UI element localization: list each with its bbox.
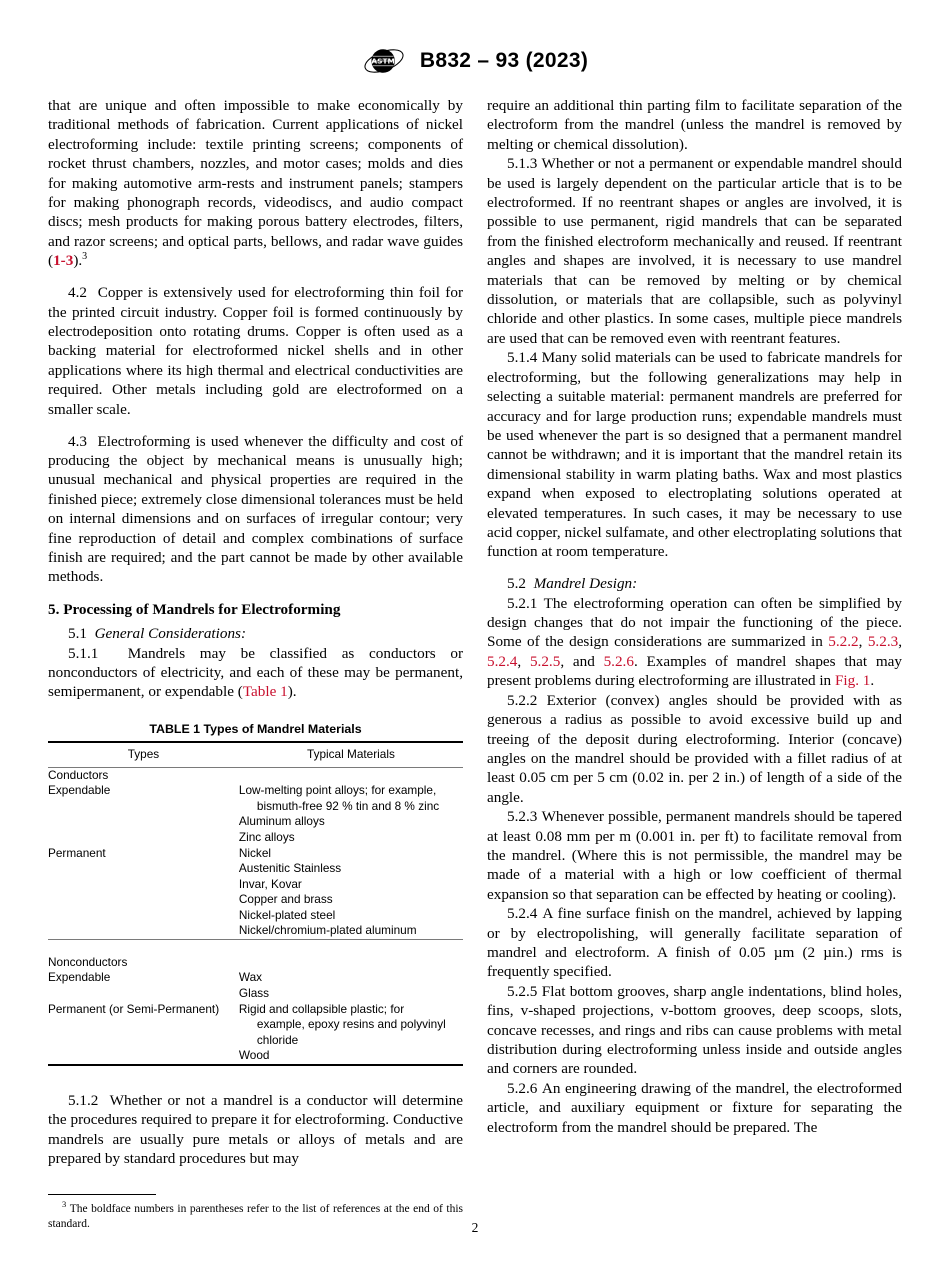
- row-type: Expendable: [48, 783, 111, 798]
- para-number-4-3: 4.3: [68, 432, 87, 450]
- paragraph-continued-intro: [48, 96, 463, 271]
- material-line: Wax: [238, 970, 263, 985]
- reference-link-fig-1[interactable]: Fig. 1: [834, 672, 871, 690]
- para-body-5-2-4: A fine surface finish on the mandrel, achieved by lapping or by electropolishing, will generally facilitate separation of mandrel and electroform. A finish of 0.05 µm (2 µin.) rms is frequently specified.: [487, 905, 902, 981]
- table-header-row: [48, 742, 463, 767]
- material-line: Aluminum alloys: [238, 814, 325, 829]
- material-line: example, epoxy resins and polyvinyl: [256, 1017, 446, 1032]
- para-text-after: ).: [73, 252, 83, 270]
- paragraph-5-2-2: [487, 691, 902, 807]
- footnote-number: 3: [62, 1199, 67, 1210]
- para-body-5-1-1-after: ).: [287, 683, 297, 701]
- para-sep: ,: [898, 633, 902, 651]
- para-number-5-1-3: 5.1.3: [507, 155, 538, 173]
- paragraph-5-2-5: [487, 982, 902, 1079]
- para-number-5-2-1: 5.2.1: [507, 594, 538, 612]
- para-body-5-1: General Considerations:: [94, 625, 247, 643]
- reference-link-5-2-2[interactable]: 5.2.2: [828, 633, 859, 651]
- material-line: Invar, Kovar: [238, 876, 302, 891]
- paragraph-5-2: [487, 574, 902, 593]
- para-body-5-2-6: An engineering drawing of the mandrel, the electroformed article, and auxiliary equipment or fixture for separating the electroform from the mandrel should be prepared. The: [487, 1079, 902, 1136]
- column-header-typical-materials: Typical Materials: [239, 742, 463, 767]
- para-body-5-2-2: Exterior (convex) angles should be provided with as generous a radius as possible to avoid excessive build up and treeing of the deposit during electroforming. Interior (concave) angles on the mandrel should be provided with a fillet radius of at least 0.05 cm per 5 cm (0.02 in. per 2 in.) of length of a side of the angle.: [487, 691, 902, 806]
- row-materials: [239, 970, 463, 1001]
- table-caption: TABLE 1 Types of Mandrel Materials: [149, 721, 362, 736]
- paragraph-continued-5-1-2: require an additional thin parting film to facilitate separation of the electroform from the mandrel (unless the mandrel is removed by melting or chemical dissolution).: [487, 97, 902, 153]
- material-line: Austenitic Stainless: [238, 861, 342, 876]
- paragraph-5-2-1: [487, 594, 902, 691]
- material-line: Rigid and collapsible plastic; for: [238, 1001, 405, 1016]
- para-sep: , and: [560, 652, 604, 670]
- table-row: [48, 783, 463, 845]
- group-label-conductors: Conductors: [48, 767, 463, 783]
- para-number-5-1-1: 5.1.1: [68, 644, 99, 662]
- para-number-5-1: 5.1: [68, 625, 87, 643]
- table-row: [48, 846, 463, 940]
- para-number-5-2-6: 5.2.6: [507, 1079, 538, 1097]
- para-sep: ,: [858, 633, 868, 651]
- paragraph-5-2-4: [487, 904, 902, 982]
- table-row: [48, 1002, 463, 1065]
- material-line: Zinc alloys: [238, 829, 295, 844]
- para-body-5-1-1-before: Mandrels may be classified as conductors or nonconductors of electricity, and each of these may be permanent, semipermanent, or expendable (: [48, 644, 464, 701]
- para-body-5-2-5: Flat bottom grooves, sharp angle indentations, blind holes, fins, v-shaped projections, v-bottom grooves, deep scoops, slots, concave recesses, and rings and ribs can cause problems with metal distribution during electroforming unless inside and outside angles and corners are rounded.: [487, 982, 902, 1078]
- para-number-5-2-3: 5.2.3: [507, 808, 538, 826]
- reference-link-5-2-4[interactable]: 5.2.4: [487, 652, 518, 670]
- material-line: Glass: [238, 986, 270, 1001]
- material-line: Wood: [238, 1048, 270, 1063]
- footnote-separator: [48, 1194, 156, 1195]
- table-group-row-conductors: [48, 767, 463, 783]
- material-line: Copper and brass: [238, 892, 333, 907]
- row-materials: [239, 783, 463, 845]
- material-line: Nickel/chromium-plated aluminum: [238, 923, 417, 938]
- footnote-text: The boldface numbers in parentheses refer to the list of references at the end of this standard.: [48, 1203, 464, 1231]
- para-body-5-1-3: Whether or not a permanent or expendable mandrel should be used is largely dependent on the particular article that is to be electroformed. If no reentrant shapes or angles are involved, it is possible to use permanent, rigid mandrels that can be separated from the finished electroform mechanically and reused. If reentrant angles and shapes are involved, it is necessary to use mandrel materials that can be removed by melting or by chemical dissolution, or materials that are collapsible, such as polyvinyl chloride and other plastics. In some cases, multiple piece mandrels are used that can be removed even with reentrant features.: [487, 155, 902, 347]
- section-heading-5: 5. Processing of Mandrels for Electroforming: [48, 600, 341, 618]
- para-end: .: [870, 672, 875, 690]
- reference-link-5-2-6[interactable]: 5.2.6: [603, 652, 634, 670]
- reference-link-5-2-3[interactable]: 5.2.3: [867, 633, 899, 651]
- row-type: Permanent: [48, 845, 106, 860]
- para-body-5-2-1-t1: The electroforming operation can often be simplified by design changes that do not impair the functioning of the piece. Some of the design considerations are summarized in: [487, 594, 903, 651]
- row-type: Permanent (or Semi-Permanent): [48, 1002, 239, 1065]
- group-label-nonconductors: Nonconductors: [48, 939, 463, 970]
- astm-logo: [362, 44, 406, 78]
- para-body-5-2-3: Whenever possible, permanent mandrels should be tapered at least 0.08 mm per m (0.001 in. per ft) to facilitate removal from the mandrel. (Where this is not permissible, the mandrel may be made of a material with a high or low coefficient of thermal expansion so that separation can be effected by heating or cooling).: [487, 808, 902, 903]
- para-sep: ,: [517, 652, 530, 670]
- row-materials: [239, 1002, 463, 1065]
- paragraph-5-2-3: [487, 807, 902, 904]
- para-number-5-2-2: 5.2.2: [507, 691, 538, 709]
- table-row: [48, 970, 463, 1001]
- standard-designation: B832 – 93 (2023): [419, 49, 589, 72]
- page-number: 2: [471, 1220, 479, 1235]
- para-body-5-1-4: Many solid materials can be used to fabricate mandrels for electroforming, but the following generalizations may help in selecting a suitable material: permanent mandrels are preferred for accuracy and for large production runs; expendable mandrels must be used whenever the part is so designed that a permanent mandrel cannot be withdrawn; and it is important that the mandrel retain its dimensional stability in warm plating baths. Wax and most plastics expand when exposed to electroplating solutions operated at elevated temperatures. In such cases, it may be necessary to use acid copper, nickel sulfamate, and other electroplating solutions that function at room temperature.: [487, 349, 903, 561]
- para-number-5-1-2: 5.1.2: [68, 1091, 99, 1109]
- paragraph-5-1: [48, 624, 463, 643]
- para-number-5-1-4: 5.1.4: [507, 349, 538, 367]
- right-column: [487, 96, 902, 1137]
- left-column: [48, 96, 463, 1232]
- para-body-4-2: Copper is extensively used for electroforming thin foil for the printed circuit industry. Copper foil is formed continuously by electrodeposition onto rotating drums. Copper is often used as a backing material for electroformed nickel shells and in other applications where its high thermal and electrical conductivities are required. Other metals including gold are electroformed on a smaller scale.: [48, 284, 463, 418]
- row-type: Expendable: [48, 970, 111, 985]
- paragraph-5-1-4: [487, 348, 902, 561]
- material-line: Nickel-plated steel: [238, 907, 336, 922]
- row-materials: [239, 846, 463, 940]
- paragraph-4-2: [48, 283, 463, 419]
- para-text-before: that are unique and often impossible to make economically by traditional methods of fabrication. Current applications of nickel electroforming include: textile printing screens; components of rocket thrust chambers, nozzles, and motor cases; molds and dies for making automotive arm-rests and instrument panels; stampers for making phonograph records, videodiscs, and audio compact discs; mesh products for making porous battery electrodes, filters, and razor screens; and optical parts, bellows, and radar wave guides (: [48, 97, 463, 270]
- paragraph-5-1-1: [48, 644, 463, 702]
- para-body-5-2: Mandrel Design:: [533, 575, 638, 593]
- para-number-5-2-5: 5.2.5: [507, 982, 538, 1000]
- paragraph-4-3: [48, 432, 463, 587]
- paragraph-5-1-3: [487, 154, 902, 348]
- para-body-5-2-1-t6: . Examples of mandrel shapes that may present problems during electroforming are illustrated in: [487, 652, 902, 690]
- footnote-marker-3[interactable]: 3: [82, 251, 88, 263]
- para-body-5-1-2: Whether or not a mandrel is a conductor will determine the procedures required to prepare it for electroforming. Conductive mandrels are usually pure metals or alloys of metals and are prepared by standard procedures but may: [48, 1091, 463, 1168]
- material-line: chloride: [256, 1032, 299, 1047]
- mandrel-materials-table: [48, 741, 463, 1066]
- para-number-5-2: 5.2: [507, 575, 526, 593]
- table-1-block: [48, 721, 463, 1066]
- paragraph-5-2-6: [487, 1079, 902, 1137]
- paragraph-5-1-2: [48, 1091, 463, 1169]
- reference-link-table-1[interactable]: Table 1: [242, 683, 288, 701]
- para-body-4-3: Electroforming is used whenever the difficulty and cost of producing the object by mechanical means is unusually high; unusual mechanical and physical properties are required in the finished piece; extremely close dimensional tolerances must be held on internal dimensions and on surfaces of irregular contour; very fine reproduction of detail and complex combinations of surface finish are required; and the part cannot be made by other available methods.: [48, 432, 463, 586]
- column-header-types: Types: [48, 742, 239, 767]
- reference-link-1-3[interactable]: 1-3: [53, 252, 74, 270]
- table-group-row-nonconductors: [48, 939, 463, 970]
- page-header: [0, 44, 950, 78]
- material-line: bismuth-free 92 % tin and 8 % zinc: [256, 798, 440, 813]
- svg-text:ASTM: ASTM: [371, 56, 395, 66]
- para-number-4-2: 4.2: [68, 284, 87, 302]
- para-number-5-2-4: 5.2.4: [507, 905, 538, 923]
- material-line: Nickel: [238, 845, 272, 860]
- reference-link-5-2-5[interactable]: 5.2.5: [529, 652, 561, 670]
- material-line: Low-melting point alloys; for example,: [238, 783, 437, 798]
